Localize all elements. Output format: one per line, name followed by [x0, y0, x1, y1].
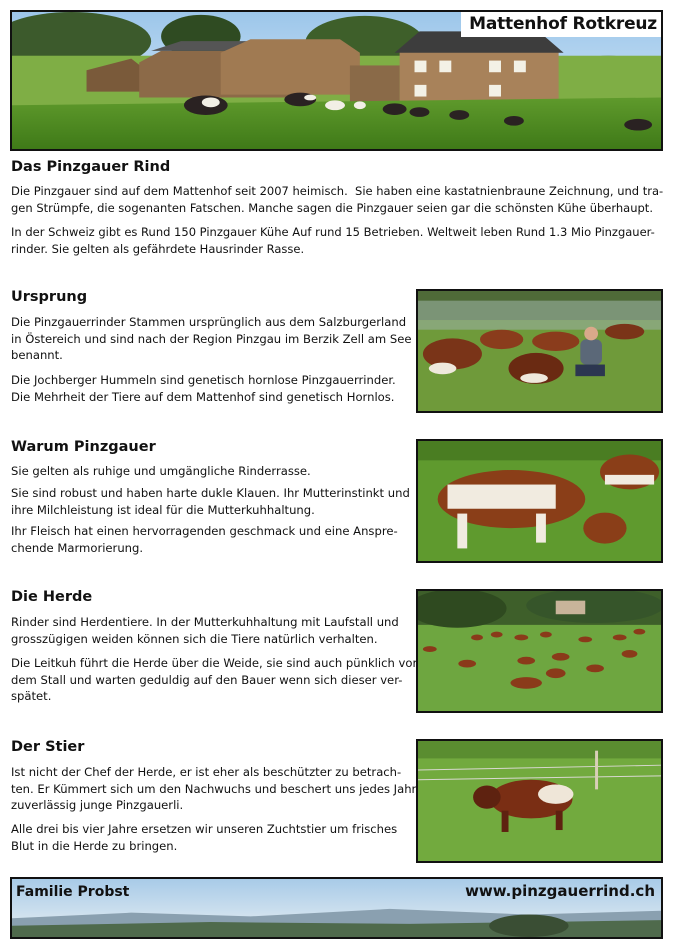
footer-family-name: Familie Probst [16, 884, 130, 900]
section-paragraph: In der Schweiz gibt es Rund 150 Pinzgauer Kühe Auf rund 15 Betrieben. Weltweit leben Rund 1.3 Mio Pinzgauer- rinder. Sie gelten als gefährdete Hausrinder Rasse. [11, 225, 655, 256]
bull-photo-icon [418, 741, 661, 861]
section-paragraph: Sie sind robust und haben harte dukle Klauen. Ihr Mutterinstinkt und ihre Milchleistung ist ideal für die Mutterkuhhaltung. [11, 486, 410, 517]
section-paragraph: Alle drei bis vier Jahre ersetzen wir unseren Zuchtstier um frisches Blut in die Herde zu bringen. [11, 822, 398, 853]
photo-bull-on-pasture [416, 739, 663, 863]
section-paragraph: Die Pinzgauerrinder Stammen ursprünglich aus dem Salzburgerland in Östereich und sind nach der Region Pinzgau im Berzik Zell am See benannt. [11, 315, 412, 363]
section-paragraph: Die Leitkuh führt die Herde über die Weide, sie sind auch pünklich vor dem Stall und warten geduldig auf den Bauer wenn sich dieser ver- spätet. [11, 656, 418, 704]
photo-cows-resting-with-man [416, 289, 663, 413]
section-heading-ursprung: Ursprung [11, 289, 88, 305]
section-paragraph: Ist nicht der Chef der Herde, er ist eher als beschützter zu betrach- ten. Er Kümmert sich um den Nachwuchs und beschert uns jedes Jahr zuverlässig junge Pinzgauerli. [11, 765, 417, 813]
cows-resting-photo-icon [418, 291, 661, 411]
section-paragraph: Die Pinzgauer sind auf dem Mattenhof seit 2007 heimisch. Sie haben eine kastatnienbraune Zeichnung, und tra- gen Strümpfe, die sogenanten Fatschen. Manche sagen die Pinzgauer seien gar die schönsten Kühe überhaupt. [11, 184, 664, 215]
photo-herd-on-pasture [416, 589, 663, 713]
footer-website-link[interactable]: www.pinzgauerrind.ch [465, 882, 655, 900]
section-paragraph: Ihr Fleisch hat einen hervorragenden geschmack und eine Anspre- chende Marmorierung. [11, 524, 398, 555]
section-heading-warum-pinzgauer: Warum Pinzgauer [11, 439, 156, 455]
cows-grazing-photo-icon [418, 441, 661, 561]
photo-cows-grazing-closeup [416, 439, 663, 563]
section-paragraph: Die Jochberger Hummeln sind genetisch hornlose Pinzgauerrinder. Die Mehrheit der Tiere auf dem Mattenhof sind genetisch Hornlos. [11, 373, 396, 404]
footer-panorama [10, 877, 663, 939]
section-paragraph: Rinder sind Herdentiere. In der Mutterkuhhaltung mit Laufstall und grosszügigen weiden können sich die Tiere natürlich verhalten. [11, 615, 399, 646]
section-heading-pinzgauer-rind: Das Pinzgauer Rind [11, 159, 171, 175]
section-paragraph: Sie gelten als ruhige und umgängliche Rinderrasse. [11, 464, 311, 478]
herd-pasture-photo-icon [418, 591, 661, 711]
page-title: Mattenhof Rotkreuz [461, 12, 661, 37]
section-heading-die-herde: Die Herde [11, 589, 93, 605]
header-farm-photo [10, 10, 663, 151]
section-heading-der-stier: Der Stier [11, 739, 85, 755]
